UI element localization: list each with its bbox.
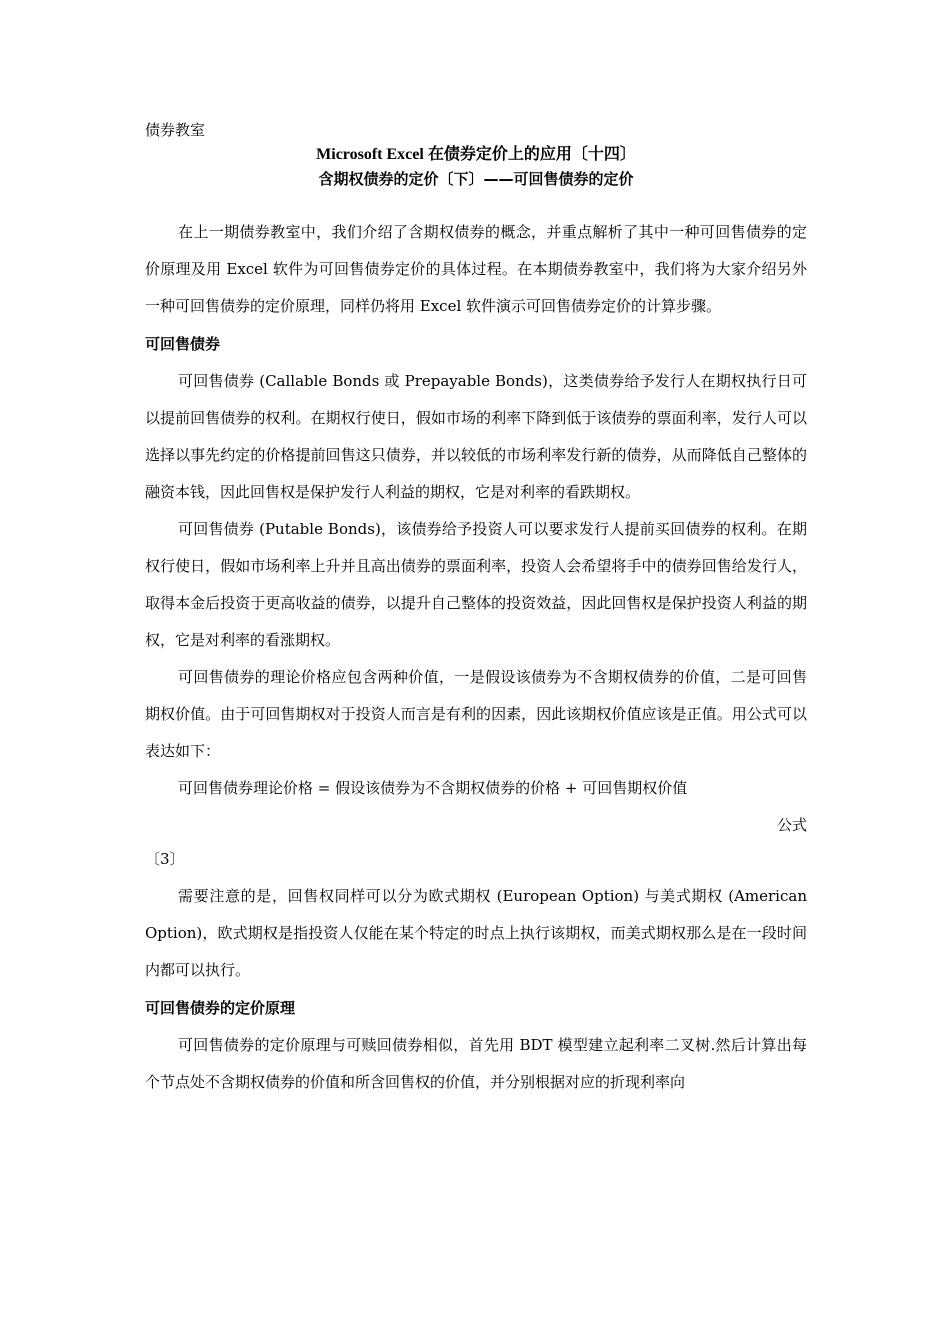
section-heading-putable-bonds: 可回售债券 (145, 335, 221, 353)
paragraph-pricing-principle: 可回售债券的定价原理与可赎回债券相似，首先用 BDT 模型建立起利率二叉树.然后计算出每个节点处不含期权债券的价值和所含回售权的价值，并分别根据对应的折现利率向 (145, 1036, 807, 1091)
document-subtitle: 含期权债券的定价〔下〕——可回售债券的定价 (318, 170, 634, 188)
section-heading-pricing-principle: 可回售债券的定价原理 (145, 999, 296, 1017)
formula-number: 〔3〕 (145, 850, 185, 868)
intro-paragraph: 在上一期债券教室中，我们介绍了含期权债券的概念，并重点解析了其中一种可回售债券的定价原理及用 Excel 软件为可回售债券定价的具体过程。在本期债券教室中，我们将为大家介绍另外一种可回售债券的定价原理，同样仍将用 Excel 软件演示可回售债券定价的计算步骤。 (145, 223, 807, 315)
document-page (145, 120, 807, 1101)
paragraph-option-styles: 需要注意的是，回售权同样可以分为欧式期权 (European Option) 与美式期权 (American Option)，欧式期权是指投资人仅能在某个特定的时点上执行该期权，而美式期权那么是在一段时间内都可以执行。 (145, 887, 807, 979)
paragraph-theoretical-price: 可回售债券的理论价格应包含两种价值，一是假设该债券为不含期权债券的价值，二是可回售期权价值。由于可回售期权对于投资人而言是有利的因素，因此该期权价值应该是正值。用公式可以表达如下： (145, 668, 807, 760)
document-title: Microsoft Excel 在债券定价上的应用〔十四〕 (316, 146, 636, 163)
formula-text: 可回售债券理论价格 = 假设该债券为不含期权债券的价格 + 可回售期权价值 (178, 779, 688, 797)
paragraph-callable-bonds: 可回售债券 (Callable Bonds 或 Prepayable Bonds)，这类债券给予发行人在期权执行日可以提前回售债券的权利。在期权行使日，假如市场的利率下降到低于该债券的票面利率，发行人可以选择以事先约定的价格提前回售这只债券，并以较低的市场利率发行新的债券，从而降低自己整体的融资本钱，因此回售权是保护发行人利益的期权，它是对利率的看跌期权。 (145, 372, 807, 501)
paragraph-putable-bonds: 可回售债券 (Putable Bonds)，该债券给予投资人可以要求发行人提前买回债券的权利。在期权行使日，假如市场利率上升并且高出债券的票面利率，投资人会希望将手中的债券回售给发行人，取得本金后投资于更高收益的债券，以提升自己整体的投资效益，因此回售权是保护投资人利益的期权，它是对利率的看涨期权。 (145, 520, 807, 649)
column-label: 债券教室 (145, 121, 206, 139)
formula-label: 公式 (776, 816, 807, 834)
